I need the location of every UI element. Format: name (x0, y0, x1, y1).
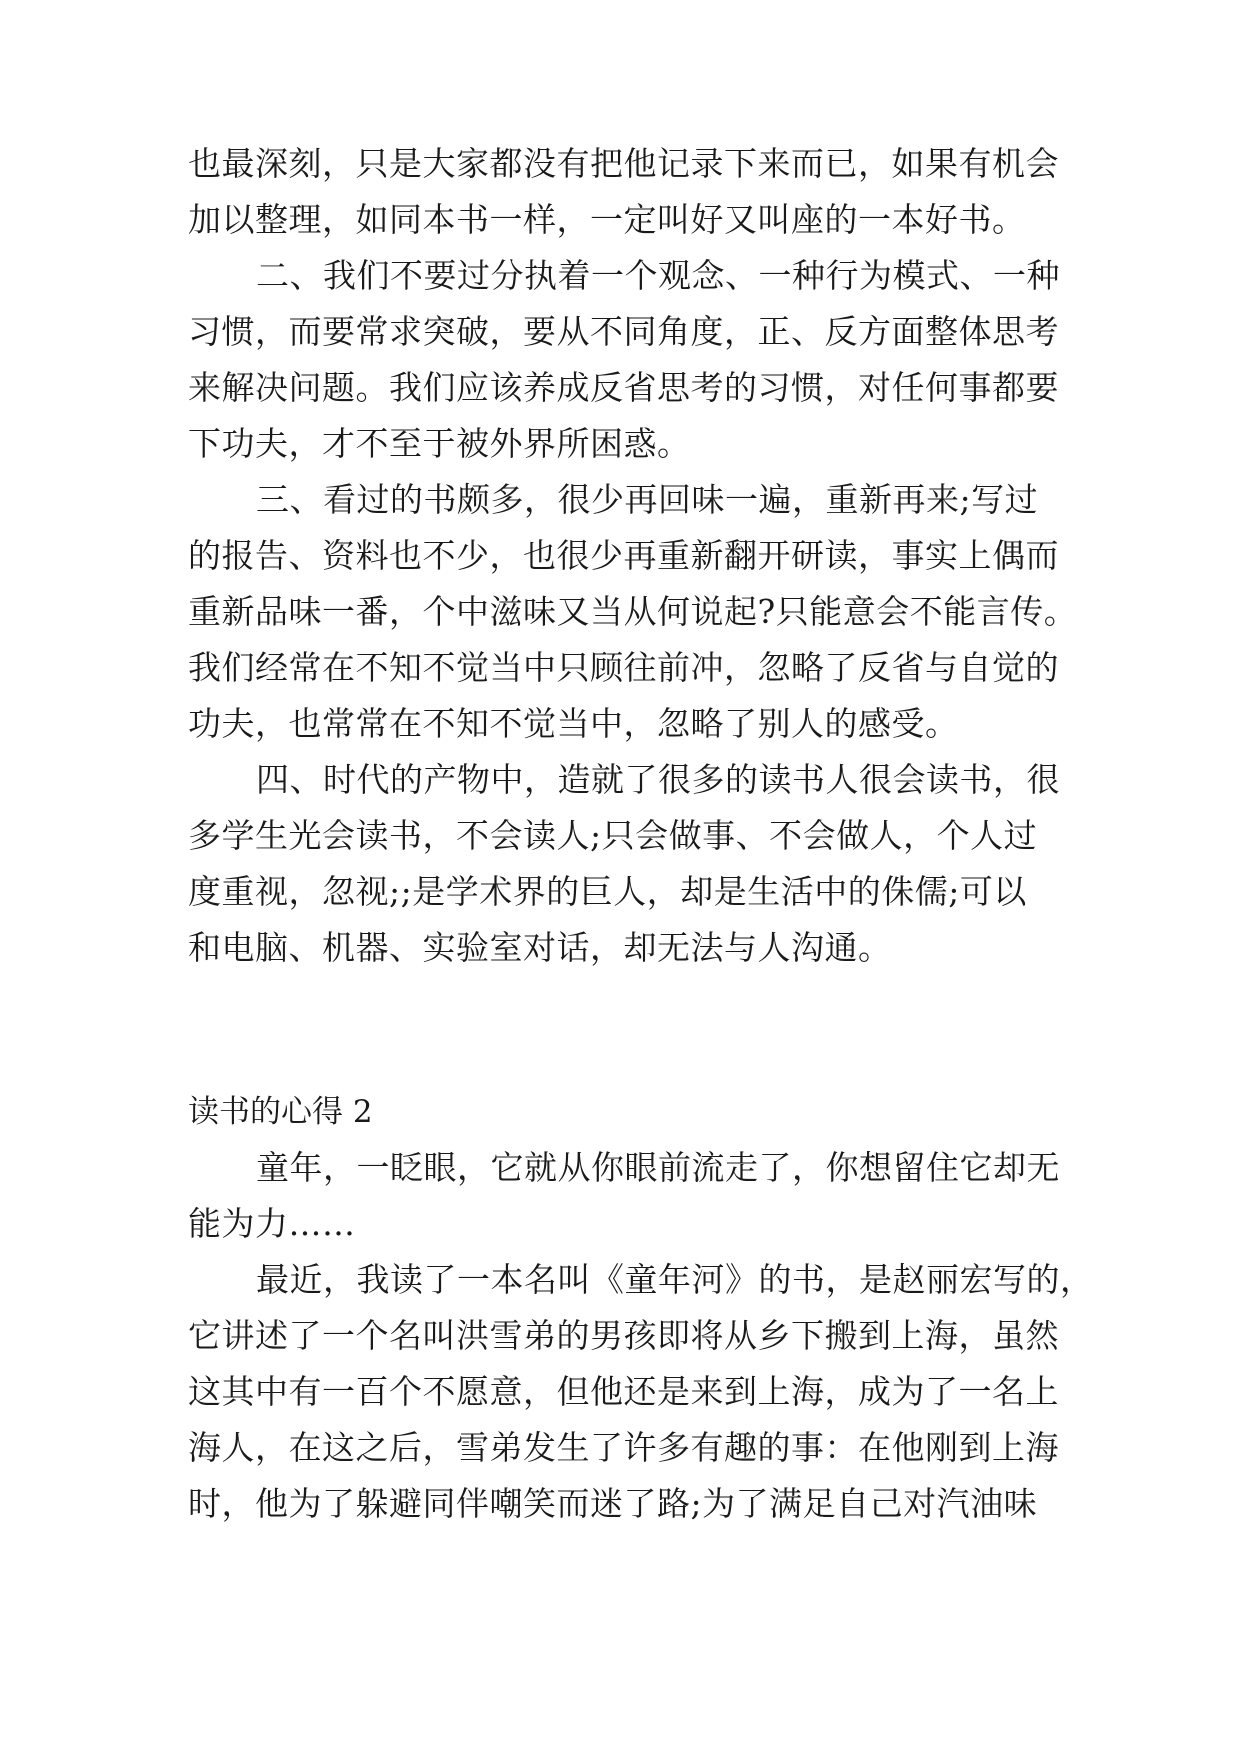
text-line: 我们经常在不知不觉当中只顾往前冲，忽略了反省与自觉的 (188, 648, 1059, 687)
section-heading: 读书的心得 2 (188, 1094, 373, 1130)
paragraph-start-line: 最近，我读了一本名叫《童年河》的书，是赵丽宏写的， (256, 1260, 1094, 1299)
text-line: 重新品味一番，个中滋味又当从何说起?只能意会不能言传。 (188, 592, 1078, 631)
text-line: 多学生光会读书，不会读人;只会做事、不会做人，个人过 (188, 816, 1038, 855)
text-line: 它讲述了一个名叫洪雪弟的男孩即将从乡下搬到上海，虽然 (188, 1316, 1059, 1355)
text-line: 功夫，也常常在不知不觉当中，忽略了别人的感受。 (188, 704, 959, 743)
text-line: 度重视，忽视;;是学术界的巨人，却是生活中的侏儒;可以 (188, 872, 1027, 911)
text-line: 的报告、资料也不少，也很少再重新翻开研读，事实上偶而 (188, 536, 1059, 575)
paragraph-start-line: 三、看过的书颇多，很少再回味一遍，重新再来;写过 (256, 480, 1039, 519)
paragraph-start-line: 二、我们不要过分执着一个观念、一种行为模式、一种 (256, 256, 1060, 295)
text-line: 和电脑、机器、实验室对话，却无法与人沟通。 (188, 928, 892, 967)
text-line: 时，他为了躲避同伴嘲笑而迷了路;为了满足自己对汽油味 (188, 1484, 1038, 1523)
text-line: 加以整理，如同本书一样，一定叫好又叫座的一本好书。 (188, 200, 1026, 239)
text-line: 下功夫，才不至于被外界所困惑。 (188, 424, 691, 463)
text-line: 来解决问题。我们应该养成反省思考的习惯，对任何事都要 (188, 368, 1059, 407)
text-line: 海人，在这之后，雪弟发生了许多有趣的事：在他刚到上海 (188, 1428, 1059, 1467)
text-line: 也最深刻，只是大家都没有把他记录下来而已，如果有机会 (188, 144, 1059, 183)
text-line: 习惯，而要常求突破，要从不同角度，正、反方面整体思考 (188, 312, 1059, 351)
text-line: 能为力…… (188, 1204, 356, 1243)
paragraph-start-line: 童年，一眨眼，它就从你眼前流走了，你想留住它却无 (256, 1148, 1060, 1187)
paragraph-start-line: 四、时代的产物中，造就了很多的读书人很会读书，很 (256, 760, 1060, 799)
text-line: 这其中有一百个不愿意，但他还是来到上海，成为了一名上 (188, 1372, 1059, 1411)
